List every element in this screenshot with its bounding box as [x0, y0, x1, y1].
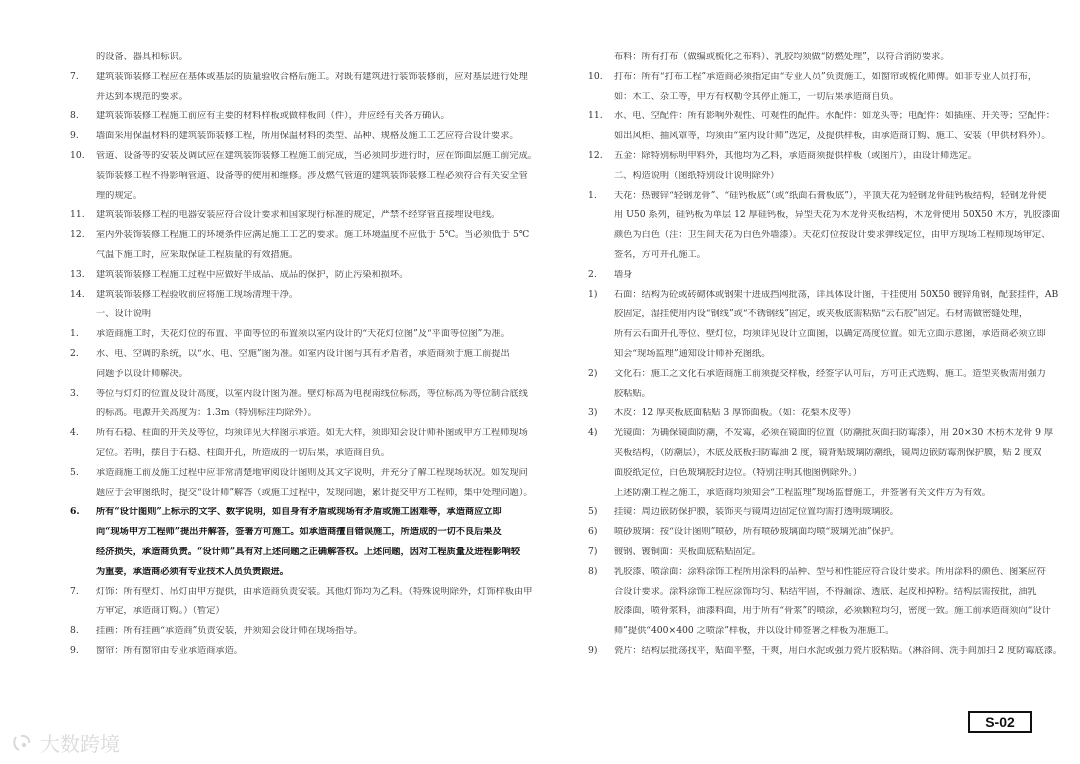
list-item [588, 367, 1046, 409]
list-item [70, 72, 528, 112]
text-line: 经济损失，承造商负责。“设计师”具有对上述问题之正确解答权。上述问题，因对工程质量及进程影响较 [96, 546, 521, 557]
text-line: 水、电、空调的系统，以“水、电、空施”图为准。如室内设计图与其有矛盾者，承造商须于施工前提出 [96, 348, 510, 359]
list-item [588, 288, 1059, 369]
text-line: 挂画：所有挂画“承造商”负责安装，并须知会设计师在现场指导。 [96, 626, 363, 637]
item-number: 8. [70, 625, 79, 637]
item-number: 12. [588, 149, 603, 161]
text-line: 承造商施工时，天花灯位的布置、平面等位的布置须以室内设计的“天花灯位图”及“平面等位图”为准。 [96, 329, 510, 340]
text-line: 用 U50 系列，硅钙板为单层 12 厚硅钙板，异型天花为木龙骨夹板结构，木龙骨使用 50X50 木方，乳胶漆面 [614, 210, 1061, 221]
list-item [70, 626, 528, 646]
item-text [96, 52, 528, 72]
text-line: 知会“现场监理”通知设计师补充图纸。 [614, 348, 771, 359]
item-text [614, 290, 1058, 369]
item-text [96, 428, 528, 468]
list-item [588, 151, 1038, 171]
item-text [614, 507, 1038, 527]
text-line: 挂镜：周边嵌防保护膜，装饰夹与镜周边固定位置均需打透明玻璃胶。 [614, 507, 899, 518]
list-item [588, 408, 1038, 428]
text-line: 墙身 [614, 269, 633, 280]
item-number: 1. [70, 328, 79, 340]
text-line: 布料：所有打布（做编或梳化之布料）、乳胶均须做“防燃处理”，以符合消防要求。 [614, 52, 950, 62]
text-line: 五金：除特别标明甲料外，其他均为乙料，承造商须提供样板（或图片），由设计师选定。 [614, 150, 977, 161]
item-text [96, 131, 528, 151]
item-text [614, 567, 1051, 646]
text-line: 为重要，承造商必须有专业技术人员负责跟进。 [96, 566, 289, 577]
item-number: 13. [70, 268, 85, 280]
item-number: 5) [588, 506, 598, 518]
text-line: 的设备、器具和标识。 [96, 52, 188, 62]
list-item [70, 149, 537, 210]
text-line: 二、构造说明（图纸特别设计说明除外） [614, 170, 780, 181]
text-line: 镀钢、镀铜面：夹板面底粘贴固定。 [614, 546, 761, 557]
list-item [588, 644, 1063, 666]
list-item [70, 389, 528, 429]
text-line: 夹板结构，（防潮层），木底及底板扫防霉油 2 度，镜背贴玻璃防潮纸，镜周边嵌防霉剂保护膜，贴 2 度双 [614, 447, 1042, 458]
item-number: 9. [70, 644, 79, 656]
brand-logo-icon [12, 733, 36, 753]
list-item [70, 270, 528, 290]
list-item [70, 585, 533, 627]
text-line: 问题予以设计师解决。 [96, 368, 188, 379]
text-line: 所有石稳、柱面的开关及等位，均须详见大样图示承造。如无大样，须即知会设计师补图或甲方工程师现场 [96, 428, 528, 439]
item-text [96, 230, 529, 270]
item-number [70, 52, 96, 72]
list-item [588, 565, 1051, 646]
item-text [96, 626, 528, 646]
left-column [70, 52, 537, 666]
text-line: 喷砂玻璃：按“设计图则”喷砂，所有喷砂玻璃面均喷“玻璃光油”保护。 [614, 527, 900, 538]
item-text [96, 151, 537, 210]
item-text [614, 527, 1038, 547]
list-item [588, 270, 1038, 290]
text-line: 胶固定，湿挂使用内设“钢线”或“不锈钢线”固定，或夹板底需粘贴“云石胶”固定。石材需做密缝处理， [614, 309, 1029, 320]
item-number: 7. [70, 70, 79, 82]
text-line: 光镜面：为确保镜面防潮，不发霉，必须在镜面的位置（防潮批灰面扫防霉漆），用 20×30 木枋木龙骨 9 厚 [614, 428, 1054, 439]
item-text [614, 488, 1038, 508]
item-number: 5. [70, 466, 79, 478]
list-item [70, 507, 528, 586]
item-text [614, 191, 1060, 270]
item-text [614, 52, 1038, 72]
text-line: 建筑装饰装修工程验收前应将施工现场清理干净。 [96, 289, 299, 300]
text-line: 的标高。电源开关高度为：1.3m（特别标注均除外）。 [96, 408, 317, 419]
item-text [96, 111, 528, 131]
list-item [588, 52, 1038, 72]
item-number: 4. [70, 427, 79, 439]
list-item [70, 466, 533, 508]
item-text [96, 507, 528, 586]
list-item [70, 210, 528, 230]
text-line: 建筑装饰装修工程的电器安装应符合设计要求和国家现行标准的规定，严禁不经穿管直接埋设电线。 [96, 210, 501, 221]
text-line: 一、设计说明 [96, 309, 152, 320]
list-item [70, 309, 528, 329]
item-number: 3. [70, 387, 79, 399]
list-item [588, 110, 1055, 151]
text-line: 木皮：12 厚夹板底面粘贴 3 厚饰面板。（如：花梨木皮等） [614, 408, 857, 419]
text-line: 打布：所有“打布工程”承造商必须指定由“专业人员”负责施工，如窗帘或梳化师傅。如非专业人员打布， [614, 71, 1038, 82]
text-line: 室内外装饰装修工程施工的环境条件应满足施工工艺的要求。施工环境温度不应低于 5℃。当必须低于 5℃ [96, 230, 530, 241]
text-line: 乳胶漆、喷涂面：涂料涂饰工程所用涂料的品种、型号和性能应符合设计要求。所用涂料的颜色、图案应符 [614, 566, 1046, 577]
item-text [614, 72, 1038, 112]
item-number: 10. [588, 70, 603, 82]
text-line: 等位与灯灯的位置及设计高度，以室内设计图为准。壁灯标高为电视南线位标高，等位标高为等位制合底线 [96, 388, 528, 399]
text-line: 天花：热镀锌“轻钢龙骨”、“硅钙板底”（或“纸面石膏板底”），平顶天花为轻钢龙骨硅钙板结构，轻钢龙骨使 [614, 190, 1047, 201]
list-item [588, 507, 1038, 527]
text-line: 水、电、空配件：所有影响外观性、可观性的配件。水配件：如龙头等；电配件：如插座、开关等；空配件： [614, 111, 1055, 122]
text-line: 向“现场甲方工程师”提出并解答，签署方可施工。如承造商擅自错误施工，所造成的一切不良后果及 [96, 527, 502, 538]
item-text [96, 349, 528, 389]
item-number: 2. [588, 268, 597, 280]
text-line: 灯饰：所有壁灯、吊灯由甲方提供，由承造商负责安装。其他灯饰均为乙料。（特殊说明除外，灯饰样板由甲 [96, 586, 533, 597]
list-item [70, 428, 528, 468]
text-line: 瓷片：结构层批荡找平，贴面平整，干爽，用白水泥或强力瓷片胶粘贴。（淋浴间、洗手间加扫 2 度防霉底漆。 [614, 645, 1063, 656]
item-text [96, 72, 528, 112]
item-text [96, 290, 528, 310]
text-line: 窗帘：所有窗帘由专业承造商承造。 [96, 645, 243, 656]
item-text [614, 171, 1038, 191]
item-number: 2. [70, 347, 79, 359]
item-number: 10. [70, 149, 85, 161]
item-number [588, 52, 614, 72]
item-number: 9) [588, 644, 598, 656]
item-number [588, 488, 614, 508]
list-item [70, 131, 528, 151]
item-number: 11. [70, 209, 85, 221]
text-line: 胶漆面，喷骨浆料，油漆料面，用于所有“骨浆”的喷涂，必须颗粒均匀，密度一致。施工前承造商须向“设计 [614, 606, 1051, 617]
text-line: 装饰装修工程不得影响管道、设备等的使用和维修。涉及燃气管道的建筑装饰装修工程必须符合有关安全管 [96, 170, 528, 181]
text-line: 所有“设计图则”上标示的文字、数字说明，如自身有矛盾或现场有矛盾或施工困难等，承造商应立即 [96, 507, 502, 518]
list-item [70, 111, 528, 131]
item-text [96, 309, 528, 329]
list-item [588, 171, 1038, 191]
item-text [96, 646, 528, 666]
item-text [614, 547, 1038, 567]
text-line: 承造商施工前及施工过程中应非常清楚地审阅设计图则及其文字说明，并充分了解工程现场状况。如发现问 [96, 467, 528, 478]
item-number: 8) [588, 565, 598, 577]
item-text [96, 587, 532, 627]
text-line: 胶粘贴。 [614, 388, 651, 399]
text-line: 题应于会审图纸时，提交“设计师”解答（或施工过程中，发现问题，累计提交甲方工程师，集中处理问题）。 [96, 487, 533, 498]
item-number: 7. [70, 585, 79, 597]
watermark-text: 大数跨境 [40, 732, 120, 756]
list-item [70, 230, 528, 270]
list-item [588, 72, 1038, 112]
list-item [588, 427, 1054, 487]
text-line: 建筑装饰装修工程施工前应有主要的材料样板或做样板间（件），并应经有关各方确认。 [96, 111, 450, 122]
text-line: 颜色为白色（注：卫生间天花为白色外墙漆）。天花灯位按设计要求弹线定位，由甲方现场工程师现场审定、 [614, 230, 1051, 241]
list-item [588, 547, 1038, 567]
text-line: 建筑装饰装修工程施工过程中应做好半成品、成品的保护，防止污染和损坏。 [96, 269, 409, 280]
text-line: 所有云石面开孔等位、壁灯位，均须详见设计立面图，以确定高度位置。如无立面示意图，承造商必须立即 [614, 329, 1046, 340]
item-text [614, 111, 1055, 151]
item-text [614, 151, 1038, 171]
item-number: 3) [588, 407, 598, 419]
list-item [70, 329, 528, 349]
text-line: 墙面采用保温材料的建筑装饰装修工程，所用保温材料的类型、品种、规格及施工工艺应符合设计要求。 [96, 131, 519, 142]
item-text [614, 408, 1038, 428]
text-line: 如：木工、杂工等，甲方有权勒令其停止施工，一切后果承造商自负。 [614, 91, 899, 102]
item-number: 9. [70, 130, 79, 142]
text-line: 管道、设备等的安装及调试应在建筑装饰装修工程施工前完成，当必须同步进行时，应在饰面层施工前完成。 [96, 150, 537, 161]
item-text [96, 468, 533, 508]
item-number [588, 171, 614, 191]
text-line: 上述防潮工程之施工，承造商均须知会“工程监理”现场监督施工，并签署有关文件方为有效。 [614, 487, 991, 498]
item-number: 7) [588, 545, 598, 557]
text-line: 文化石：施工之文化石承造商施工前须提交样板，经签字认可后，方可正式选购、施工。造型夹板需用强力 [614, 368, 1046, 379]
item-text [614, 428, 1053, 487]
item-number [70, 309, 96, 329]
item-number: 6) [588, 526, 598, 538]
list-item [588, 488, 1038, 508]
text-line: 定位。若明，摆自于石稳、柱面开孔，所造成的一切后果，承造商自负。 [96, 447, 390, 458]
item-number: 2) [588, 367, 598, 379]
item-text [96, 389, 528, 429]
item-number: 8. [70, 110, 79, 122]
list-item [70, 52, 528, 72]
item-number: 1) [588, 288, 598, 300]
list-item [588, 527, 1038, 547]
text-line: 面胶纸定位，白色玻璃胶封边位。（特别注明其他图例除外。） [614, 467, 863, 478]
watermark [12, 728, 120, 757]
list-item [70, 646, 528, 666]
item-number: 14. [70, 288, 85, 300]
item-number: 1. [588, 189, 597, 201]
text-line: 方审定，承造商订购。）（暂定） [96, 606, 225, 617]
item-number: 4) [588, 427, 598, 439]
text-line: 建筑装饰装修工程应在基体或基层的质量验收合格后施工。对既有建筑进行装饰装修前，应对基层进行处理 [96, 71, 528, 82]
item-text [614, 270, 1038, 290]
item-text [614, 646, 1062, 666]
item-text [96, 210, 528, 230]
item-text [96, 329, 528, 349]
right-column [588, 52, 1063, 666]
text-line: 如出风柜、抽风罩等，均须由“室内设计师”选定，及提供样板，由承造商订购、施工、安装（甲供材料外）。 [614, 131, 1051, 142]
text-line: 师”提供“400×400 之喷涂”样板，并以设计师签署之样板为准施工。 [614, 626, 895, 637]
list-item [70, 349, 528, 389]
text-line: 气温下施工时，应采取保证工程质量的有效措施。 [96, 249, 299, 260]
page-number-badge: S-02 [968, 711, 1032, 733]
text-line: 合设计要求。涂料涂饰工程应涂饰均匀、粘结牢固，不得漏涂、透底、起皮和掉粉。结构层需按批，油乳 [614, 586, 1037, 597]
item-number: 6. [70, 506, 80, 518]
text-line: 石面：结构为砼或砖砌体或钢架十进成挡网批荡，详具体设计图，干挂使用 50X50 镀锌角钢，配套挂件，AB [614, 289, 1059, 300]
text-line: 签名，方可开孔施工。 [614, 249, 706, 260]
list-item [588, 189, 1061, 270]
item-text [96, 270, 528, 290]
list-item [70, 290, 528, 310]
item-text [614, 369, 1046, 409]
text-line: 并达到本规范的要求。 [96, 91, 188, 102]
item-number: 12. [70, 229, 85, 241]
text-line: 理的规定。 [96, 190, 142, 201]
item-number: 11. [588, 110, 603, 122]
